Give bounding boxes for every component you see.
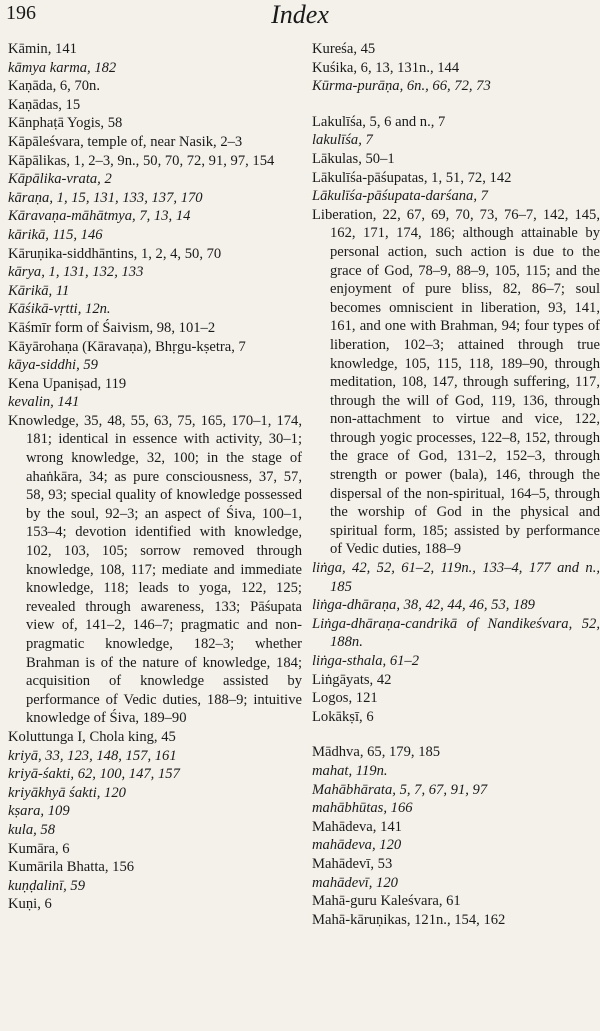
index-entry: Mahā-kāruṇikas, 121n., 154, 162: [312, 911, 506, 928]
letter-group-gap: [312, 96, 600, 113]
index-entry: mahādevī, 120: [312, 874, 398, 891]
index-entry: Logos, 121: [312, 690, 378, 707]
index-entry: kriyā, 33, 123, 148, 157, 161: [8, 747, 177, 764]
index-entry: Kena Upaniṣad, 119: [8, 375, 127, 392]
index-entry: liṅga, 42, 52, 61–2, 119n., 133–4, 177 and n., 185: [312, 560, 600, 595]
index-entry: kriyā-śakti, 62, 100, 147, 157: [8, 766, 180, 783]
index-entry: liṅga-dhāraṇa, 38, 42, 44, 46, 53, 189: [312, 597, 535, 614]
index-entry: Kaṇāda, 6, 70n.: [8, 78, 100, 95]
index-entry: Lākulīśa-pāśupata-darśana, 7: [312, 188, 488, 205]
index-entry: mahādeva, 120: [312, 837, 402, 854]
index-entry: Kāśmīr form of Śaivism, 98, 101–2: [8, 319, 216, 336]
index-entry: kārikā, 115, 146: [8, 226, 103, 243]
index-entry: Mādhva, 65, 179, 185: [312, 744, 441, 761]
index-entry: Koluttunga I, Chola king, 45: [8, 728, 176, 745]
index-entry: kāya-siddhi, 59: [8, 357, 98, 374]
index-entry: kuṇḍalinī, 59: [8, 877, 86, 894]
index-column-right: [312, 40, 600, 929]
index-entry: Lokākṣī, 6: [312, 708, 374, 725]
index-entry: Mahādevī, 53: [312, 855, 393, 872]
index-entry: Liṅgāyats, 42: [312, 671, 392, 688]
index-entry: Kāyārohaṇa (Kāravaṇa), Bhṛgu-kṣetra, 7: [8, 338, 246, 355]
index-entry: Kāśikā-vṛtti, 12n.: [8, 301, 111, 318]
index-entry: Kuṇi, 6: [8, 896, 52, 913]
index-entry: Lākulīśa-pāśupatas, 1, 51, 72, 142: [312, 169, 512, 186]
index-entry: mahat, 119n.: [312, 762, 388, 779]
page-title: Index: [271, 0, 329, 29]
index-entry: Kāpālika-vrata, 2: [8, 171, 112, 188]
index-entry: Kāravaṇa-māhātmya, 7, 13, 14: [8, 208, 191, 225]
index-entry: Kureśa, 45: [312, 41, 376, 57]
index-entry: lakulīśa, 7: [312, 132, 373, 149]
index-entry: Kūrma-purāṇa, 6n., 66, 72, 73: [312, 78, 491, 95]
index-entry: Kāpālikas, 1, 2–3, 9n., 50, 70, 72, 91, 97, 154: [8, 152, 275, 169]
index-entry: kevalin, 141: [8, 394, 80, 411]
index-entry: Lākulas, 50–1: [312, 150, 395, 167]
index-entry: kāmya karma, 182: [8, 59, 117, 76]
index-entry: Kāruṇika-siddhāntins, 1, 2, 4, 50, 70: [8, 245, 222, 262]
page-number: 196: [6, 2, 36, 24]
index-entry: Kumārila Bhatta, 156: [8, 859, 135, 876]
index-entry: kriyākhyā śakti, 120: [8, 784, 126, 801]
index-entry: Liberation, 22, 67, 69, 70, 73, 76–7, 142, 145, 162, 171, 174, 186; although attainable by personal action, such action is due to the grace of God, 78–9, 88–9, 105, 115; and the enjoyment of pure bliss, 82, 86–7; soul becomes omniscient in liberation, 93, 141, 161, and one with Brahman, 94; four types of liberation, 102–3; attained through true knowledge, 105, 115, 118, 189–90, through meditation, 108, 147, through suffering, 117, through the will of God, 119, 136, through non-attachment to virtue and vice, 122, through yogic processes, 122–8, 152, through the grace of God, 131–2, 152–3, through strength or power (bala), 146, through the dispersal of the non-spiritual, 164–5, through the worship of God in the physical and spiritual form, 185; assisted by performance of Vedic duties, 188–9: [312, 206, 600, 558]
index-entry: Kāmin, 141: [8, 41, 77, 57]
index-entry: Mahādeva, 141: [312, 818, 402, 835]
index-entry: kula, 58: [8, 821, 56, 838]
index-entry: Kānphaṭā Yogis, 58: [8, 115, 123, 132]
index-entry: Kumāra, 6: [8, 840, 70, 857]
index-entry: Kārikā, 11: [8, 282, 70, 299]
letter-group-gap: [312, 726, 600, 743]
index-entry: Mahā-guru Kaleśvara, 61: [312, 893, 461, 910]
index-entry: kṣara, 109: [8, 803, 70, 820]
index-entry: Knowledge, 35, 48, 55, 63, 75, 165, 170–1, 174, 181; identical in essence with activity, 30–1; wrong knowledge, 32, 100; in the stage of ahaṅkāra, 34; as pure consciousness, 37, 57, 58, 93; special quality of knowledge possessed by the soul, 92–3; an aspect of Śiva, 100–1, 153–4; devotion identified with knowledge, 102, 103, 105; sorrow removed through knowledge, 108, 117; mediate and immediate knowledge, 118; leads to yoga, 122, 125; revealed through awareness, 133; Pāśupata view of, 141–2, 146–7; pragmatic and non-pragmatic knowledge, 182–3; whether Brahman is of the nature of knowledge, 184; acquisition of knowledge assisted by performance of Vedic duties, 188–9; intuitive knowledge of Śiva, 189–90: [8, 412, 302, 727]
page-header: [0, 0, 600, 36]
index-entry: Lakulīśa, 5, 6 and n., 7: [312, 113, 446, 130]
index-entry: Liṅga-dhāraṇa-candrikā of Nandikeśvara, 52, 188n.: [312, 615, 600, 651]
index-entry: Kāpāleśvara, temple of, near Nasik, 2–3: [8, 133, 243, 150]
index-column-left: [8, 40, 302, 914]
index-entry: Kaṇādas, 15: [8, 96, 81, 113]
index-entry: kāraṇa, 1, 15, 131, 133, 137, 170: [8, 189, 203, 206]
index-entry: Mahābhārata, 5, 7, 67, 91, 97: [312, 781, 488, 798]
index-entry: mahābhūtas, 166: [312, 800, 413, 817]
index-entry: Kuśika, 6, 13, 131n., 144: [312, 59, 460, 76]
index-entry: liṅga-sthala, 61–2: [312, 653, 420, 669]
index-entry: kārya, 1, 131, 132, 133: [8, 264, 144, 281]
